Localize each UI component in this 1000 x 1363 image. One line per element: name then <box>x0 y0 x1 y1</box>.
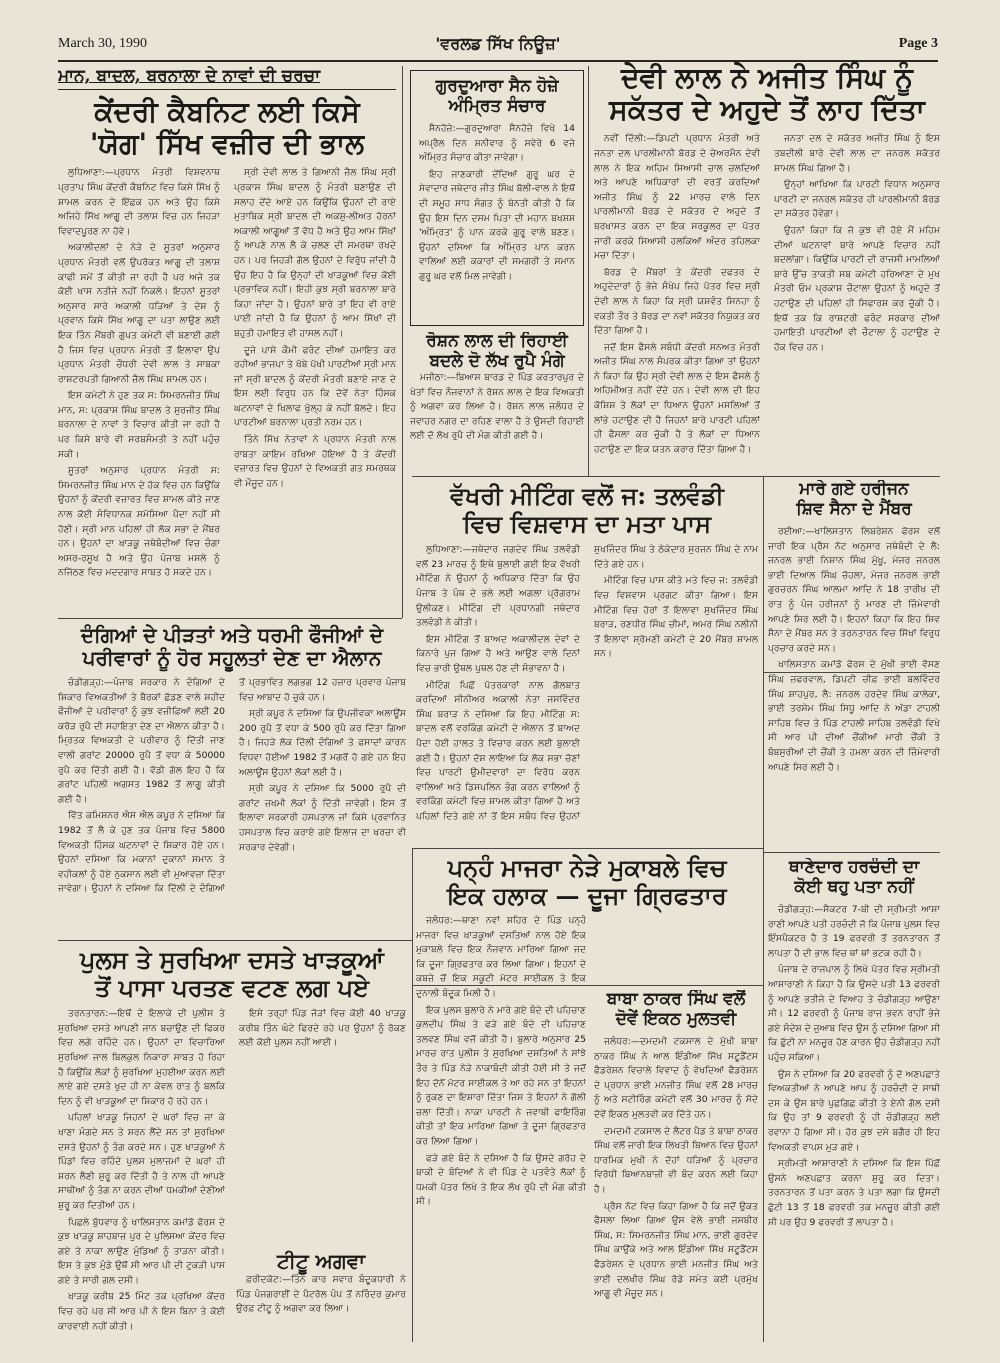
article-body <box>58 166 396 586</box>
paragraph: ਪੰਜਾਬ ਦੇ ਰਾਜਪਾਲ ਨੂੰ ਲਿਖੇ ਪੱਤਰ ਵਿਚ ਸ੍ਰੀਮਤੀ ਆਸ਼ਾਰਾਣੀ ਨੇ ਕਿਹਾ ਹੈ ਕਿ ਉਸਦੇ ਪਤੀ 13 ਫਰਵਰੀ ਨੂੰ ਆਪਣੇ ਭਤੀਜੇ ਦੇ ਵਿਆਹ ਤੇ ਚੰਡੀਗੜ੍ਹ ਆਉਣਾ ਸੀ। 12 ਫਰਵਰੀ ਨੂੰ ਪੰਜਾਬ ਰਾਜ ਭਵਨ ਰਾਹੀਂ ਭੇਜੇ ਗਏ ਸੰਦੇਸ਼ ਦੇ ਜੁਆਬ ਵਿਚ ਉਸ ਨੂੰ ਦਸਿਆ ਗਿਆ ਸੀ ਕਿ ਛੁੱਟੀ ਨਾ ਮਨਜ਼ੂਰ ਹੋਣ ਕਾਰਨ ਉਹ ਚੰਡੀਗੜ੍ਹ ਨਹੀਂ ਪਹੁੰਚ ਸਕਿਆ। <box>768 964 940 1064</box>
paragraph: ਫੜੇ ਗਏ ਬੰਦੇ ਨੇ ਦਸਿਆ ਹੈ ਕਿ ਉਸਦੇ ਗਰੋਹ ਦੇ ਬਾਕੀ ਦੇ ਬੰਦਿਆਂ ਨੇ ਵੀ ਪਿੰਡ ਦੇ ਪਤਵੰਤੇ ਲੋਕਾਂ ਨੂੰ ਧਮਕੀ ਪੱਤਰ ਲਿਖੇ ਤੇ ਇਕ ਲੱਖ ਰੁਪੈ ਦੀ ਮੰਗ ਕੀਤੀ ਸੀ। <box>416 1152 586 1208</box>
article-headline: ਟੀਟੂ ਅਗਵਾ <box>277 1250 365 1273</box>
paragraph: ਚੰਡੀਗੜ੍ਹ:—ਪੰਜਾਬ ਸਰਕਾਰ ਨੇ ਦੰਗਿਆਂ ਦੇ ਸ਼ਿਕਾਰ ਵਿਅਕਤੀਆਂ ਤੇ ਬੈਰਕਾਂ ਛੱਡਣ ਵਾਲੇ ਸ਼ਹੀਦ ਫੌਜੀਆਂ ਦੇ ਪਰੀਵਾਰਾਂ ਨੂੰ ਕੁਝ ਵਜ਼ੀਫ਼ਿਆਂ ਲਈ 20 ਕਰੋੜ ਰੁਪੈ ਦੀ ਸਹਾਇਤਾ ਦੇਣ ਦਾ ਐਲਾਨ ਕੀਤਾ ਹੈ। ਮ੍ਰਿਤਕ ਵਿਅਕਤੀ ਦੇ ਪਰੀਵਾਰ ਨੂੰ ਦਿੱਤੀ ਜਾਣ ਵਾਲੀ ਗਰਾਂਟ 20000 ਰੁਪੈ ਤੋਂ ਵਧਾ ਕੇ 50000 ਰੁਪੈ ਕਰ ਦਿੱਤੀ ਗਈ ਹੈ। ਵੱਡੀ ਗੱਲ ਇਹ ਹੈ ਕਿ ਗਰਾਂਟ ਪਹਿਲੀ ਅਗਸਤ 1982 ਤੋਂ ਲਾਗੂ ਕੀਤੀ ਗਈ ਹੈ। <box>58 677 225 805</box>
paragraph: ਮੀਟਿੰਗ ਪਿਛੋਂ ਪੱਤਰਕਾਰਾਂ ਨਾਲ ਗੱਲਬਾਤ ਕਰਦਿਆਂ ਸੀਨੀਅਰ ਅਕਾਲੀ ਨੇਤਾ ਜਸਵਿੰਦਰ ਸਿੰਘ ਬਰਾੜ ਨੇ ਦਸਿਆ ਕਿ ਇਹ ਮੀਟਿੰਗ ਸ: ਬਾਦਲ ਵਲੋਂ ਵਰਕਿੰਗ ਕਮੇਟੀ ਦੇ ਐਲਾਨ ਤੋਂ ਬਾਅਦ ਪੈਦਾ ਹੋਈ ਹਾਲਤ ਤੇ ਵਿਚਾਰ ਕਰਨ ਲਈ ਬੁਲਾਈ ਗਈ ਹੈ। ਉਹਨਾਂ ਦੋਸ਼ ਲਾਇਆ ਕਿ ਲੋਕ ਸਭਾ ਚੋਣਾਂ ਵਿਚ ਪਾਰਟੀ ਉਮੀਦਵਾਰਾਂ ਦਾ ਵਿਰੋਧ ਕਰਨ ਵਾਲਿਆਂ ਅਤੇ ਡਿਸਪਲਿਨ ਭੰਗ ਕਰਨ ਵਾਲਿਆਂ ਨੂੰ ਵਰਕਿੰਗ ਕਮੇਟੀ ਵਿਚ ਸ਼ਾਮਲ ਕੀਤਾ ਗਿਆ ਹੈ ਅਤੇ ਪਹਿਲਾਂ ਦਿਤੇ ਗਏ ਨਾਂ ਤੋਂ ਇਸ ਸਬੰਧ ਵਿਚ ਉਹਨਾਂ ਸੁਖਜਿੰਦਰ ਸਿੰਘ ਤੇ ਠੇਕੇਦਾਰ ਸੁਰਜਨ ਸਿੰਘ ਦੇ ਨਾਮ ਦਿੱਤੇ ਗਏ ਹਨ। <box>416 544 758 822</box>
article-panjmajra-body <box>416 914 586 1342</box>
article-headline: ਦੋਵੇਂ ਇਕਠ ਮੁਲਤਵੀ <box>615 1008 737 1029</box>
article-body <box>768 903 940 1329</box>
paragraph: ਚੰਡੀਗੜ੍ਹ:—ਸੈਕਟਰ 7-ਬੀ ਦੀ ਸ੍ਰੀਮਤੀ ਆਸ਼ਾ ਰਾਣੀ ਆਪਣੇ ਪਤੀ ਹਰਚੰਦੀ ਜੋ ਕਿ ਪੰਜਾਬ ਪੁਲਸ ਵਿਚ ਇੰਸਪੈਕਟਰ ਹੈ ਤੇ 19 ਫਰਵਰੀ ਤੋਂ ਤਰਨਤਾਰਨ ਤੋਂ ਲਾਪਤਾ ਹੈ ਦੀ ਭਾਲ ਵਿਚ ਥਾਂ ਥਾਂ ਭਟਕ ਰਹੀ ਹੈ। <box>768 904 940 959</box>
section-rule <box>763 852 940 853</box>
column-rule <box>402 66 403 618</box>
paragraph: ਪਿਛਲੇ ਬੁੱਧਵਾਰ ਨੂੰ ਖਾਲਿਸਤਾਨ ਕਮਾਂਡੋ ਫੋਰਸ ਦੇ ਕੁਝ ਖਾੜਕੂ ਸ਼ਾਹਬਾਜ਼ ਪੁਰ ਦੇ ਪੁਲਿਸਆ ਕੇਂਦਰ ਵਿਚ ਗਏ ਤੇ ਨਾਕਾ ਲਾਉਣ ਮੁੰਡਿਆਂ ਨੂੰ ਤਾੜਨਾ ਕੀਤੀ। ਇਸ ਤੇ ਕੁਝ ਮੁੰਡੇ ਉਥੋਂ ਸੀ ਆਰ ਪੀ ਦੀ ਟੁਕੜੀ ਪਾਸ ਗਏ ਤੇ ਸਾਰੀ ਗਲ ਦਸੀ। <box>58 1216 225 1286</box>
paragraph: ਇਸੇ ਤਰ੍ਹਾਂ ਪਿੰਡ ਜੋੜਾਂ ਵਿਚ ਕੋਈ 40 ਖਾੜਕੂ ਕਰੀਬ ਤਿੰਨ ਘੰਟੇ ਫਿਰਦੇ ਰਹੇ ਪਰ ਉਹਨਾਂ ਨੂੰ ਰੋਕਣ ਲਈ ਕੋਈ ਪੁਲਸ ਨਹੀਂ ਆਈ। <box>239 1008 406 1049</box>
article-body <box>594 132 940 462</box>
article-meeting <box>416 482 758 844</box>
article-body <box>410 371 584 461</box>
article-body <box>768 525 940 835</box>
paragraph: ਇਸ ਮੀਟਿੰਗ ਤੋਂ ਬਾਅਦ ਅਕਾਲੀਦਲ ਦੇਵਾਂ ਦੇ ਕਿਨਾਰੇ ਪੁਜ ਗਿਆ ਹੈ ਅਤੇ ਆਉਣ ਵਾਲੇ ਦਿਨਾਂ ਵਿਚ ਭਾਰੀ ਉਥਲ ਪੁਥਲ ਹੋਣ ਦੀ ਸੰਭਾਵਨਾ ਹੈ। <box>416 633 580 674</box>
paragraph: ਮਜੀਠਾ:—ਬਿਆਸ ਬਾਰਡ ਦੇ ਪਿੰਡ ਕਰਤਾਰਪੁਰ ਦੇ ਖੇਤਾਂ ਵਿਚ ਨੌਜਵਾਨਾਂ ਨੇ ਰੋਸ਼ਨ ਲਾਲ ਦੇ ਇਕ ਵਿਅਕਤੀ ਨੂੰ ਅਗਵਾ ਕਰ ਲਿਆ ਹੈ। ਰੋਸ਼ਨ ਲਾਲ ਜਲੰਧਰ ਦੇ ਜਵਾਹਰ ਨਗਰ ਦਾ ਰਹਿਣ ਵਾਲਾ ਹੈ ਤੇ ਉਸਦੀ ਰਿਹਾਈ ਲਈ ਦੋ ਲੱਖ ਰੁਪੈ ਦੀ ਮੰਗ ਕੀਤੀ ਗਈ ਹੈ। <box>410 372 584 442</box>
paragraph: ਫ਼ਰੀਦਕੋਟ:—ਤਿੰਨ ਕਾਰ ਸਵਾਰ ਬੰਦੂਕਧਾਰੀ ਨੇ ਪਿੰਡ ਪੰਜਗਰਾਈਂ ਦੇ ਪੈਟਰੋਲ ਪੰਪ ਤੋਂ ਨਰਿੰਦਰ ਕੁਮਾਰ ਉਰਫ਼ ਟੀਟੂ ਨੂੰ ਅਗਵਾ ਕਰ ਲਿਆ। <box>236 1274 406 1315</box>
paragraph: ਸ੍ਰੀ ਦੇਵੀ ਲਾਲ ਤੇ ਗਿਆਨੀ ਜ਼ੈਲ ਸਿੰਘ ਸ੍ਰੀ ਪ੍ਰਕਾਸ਼ ਸਿੰਘ ਬਾਦਲ ਨੂੰ ਮੰਤਰੀ ਬਣਾਉਣ ਦੀ ਸਲਾਹ ਦੇਂਦੇ ਆਏ ਹਨ ਕਿਉਂਕਿ ਉਹਨਾਂ ਦੀ ਰਾਏ ਮੁਤਾਬਿਕ ਸ੍ਰੀ ਬਾਦਲ ਦੀ ਅਕਸ਼ੁ-ਲੀਅਤ ਹੋਰਨਾਂ ਅਕਾਲੀ ਆਗੂਆਂ ਤੋਂ ਵੱਧ ਹੈ ਅਤੇ ਉਹ ਆਮ ਸਿੱਖਾਂ ਨੂੰ ਆਪਣੇ ਨਾਲ ਲੈ ਕੇ ਚਲਣ ਦੀ ਸਮਰਥਾ ਰਖਦੇ ਹਨ। ਪਰ ਜਿਹੜੀ ਗੱਲ ਉਹਨਾਂ ਦੇ ਵਿਰੁੱਧ ਜਾਂਦੀ ਹੈ ਉਹ ਇਹ ਹੈ ਕਿ ਉਨ੍ਹਾਂ ਦੀ ਖਾੜਕੂਆਂ ਵਿਚ ਕੋਈ ਪ੍ਰਭਾਵਿਕ ਨਹੀਂ। ਇਹੀ ਕੁਝ ਸ੍ਰੀ ਬਰਨਾਲਾ ਬਾਰੇ ਕਿਹਾ ਜਾਂਦਾ ਹੈ। ਉਹਨਾਂ ਬਾਰੇ ਤਾਂ ਇਹ ਵੀ ਰਾਏ ਪਾਈ ਜਾਂਦੀ ਹੈ ਕਿ ਉਹਨਾਂ ਨੂੰ ਆਮ ਸਿੱਖਾਂ ਦੀ ਬਹੁਤੀ ਹਮਾਇਤ ਵੀ ਹਾਸਲ ਨਹੀਂ। <box>234 167 396 339</box>
article-headline: ਮਾਰੇ ਗਏ ਹਰੀਜਨ <box>799 480 909 499</box>
article-headline: ਦੇਵੀ ਲਾਲ ਨੇ ਅਜੀਤ ਸਿੰਘ ਨੂੰ <box>620 62 913 94</box>
section-rule <box>58 618 402 619</box>
article-body <box>416 914 586 1342</box>
article-body <box>416 543 758 833</box>
article-headline: ਸ਼ਿਵ ਸੈਨਾ ਦੇ ਮੈਂਬਰ <box>796 498 912 519</box>
paragraph: ਅਕਾਲੀਦਲਾਂ ਦੇ ਨੇੜੇ ਦੇ ਸੂਤਰਾਂ ਅਨੁਸਾਰ ਪ੍ਰਧਾਨ ਮੰਤਰੀ ਵਲੋਂ ਉਪਰੋਕਤ ਆਗੂ ਦੀ ਤਲਾਸ਼ ਕਾਫੀ ਸਮੇਂ ਤੋਂ ਕੀਤੀ ਜਾ ਰਹੀ ਹੈ ਪਰ ਅਜੇ ਤਕ ਕੋਈ ਖਾਸ ਨਤੀਜੇ ਨਹੀਂ ਨਿਕਲੇ। ਇਹਨਾਂ ਸੂਤਰਾਂ ਅਨੁਸਾਰ ਸਾਰੇ ਅਕਾਲੀ ਧੜਿਆਂ ਤੇ ਦੇਸ਼ ਨੂੰ ਪ੍ਰਵਾਨ ਕਿਸੇ ਸਿੱਖ ਆਗੂ ਦਾ ਪਤਾ ਲਾਉਣ ਲਈ ਇਕ ਤਿੰਨ ਮੈਂਬਰੀ ਗੁਪਤ ਕਮੇਟੀ ਵੀ ਬਣਾਈ ਗਈ ਹੈ ਜਿਸ ਵਿਚ ਪ੍ਰਧਾਨ ਮੰਤਰੀ ਤੋਂ ਇਲਾਵਾ ਉਪ ਪ੍ਰਧਾਨ ਮੰਤਰੀ ਚੌਧਰੀ ਦੇਵੀ ਲਾਲ ਤੇ ਸਾਬਕਾ ਰਾਸ਼ਟਰਪਤੀ ਗਿਆਨੀ ਜ਼ੈਲ ਸਿੰਘ ਸ਼ਾਮਲ ਹਨ। <box>58 242 220 385</box>
article-headline: ਇਕ ਹਲਾਕ — ਦੂਜਾ ਗ੍ਰਿਫਤਾਰ <box>447 880 727 910</box>
article-thanedar <box>768 858 940 1342</box>
paragraph: ਲੁਧਿਆਣਾ:—ਜਥੇਦਾਰ ਜਗਦੇਵ ਸਿੰਘ ਤਲਵੰਡੀ ਵਲੋਂ 23 ਮਾਰਚ ਨੂੰ ਇਥੇ ਬੁਲਾਈ ਗਈ ਇਕ ਵੱਖਰੀ ਮੀਟਿੰਗ ਨੇ ਉਹਨਾਂ ਨੂੰ ਅਧਿਕਾਰ ਦਿੱਤਾ ਕਿ ਉਹ ਪੰਜਾਬ ਤੇ ਪੰਥ ਦੇ ਭਲੇ ਲਈ ਅਗਲਾ ਪ੍ਰੋਗਰਾਮ ਉਲੀਕਣ। ਮੀਟਿੰਗ ਦੀ ਪ੍ਰਧਾਨਗੀ ਜਥੇਦਾਰ ਤਲਵੰਡੀ ਨੇ ਕੀਤੀ। <box>416 544 580 629</box>
article-cabinet <box>58 66 396 614</box>
article-headline: ਕੋਈ ਥਹੁ ਪਤਾ ਨਹੀਂ <box>794 876 914 897</box>
article-riots <box>58 624 406 936</box>
paragraph: ਬੋਰਡ ਦੇ ਮੈਂਬਰਾਂ ਤੇ ਕੇਂਦਰੀ ਦਫਤਰ ਦੇ ਅਹੁਦੇਦਾਰਾਂ ਨੂੰ ਭੇਜੇ ਸੰਖੇਪ ਜਿਹੇ ਪੱਤਰ ਵਿਚ ਸ੍ਰੀ ਦੇਵੀ ਲਾਲ ਨੇ ਕਿਹਾ ਕਿ ਸ੍ਰੀ ਯਸ਼ਵੰਤ ਸਿਨਹਾ ਨੂੰ ਵਕਤੀ ਤੌਰ ਤੇ ਬੋਰਡ ਦਾ ਨਵਾਂ ਸਕੱਤਰ ਨਿਯੁਕਤ ਕਰ ਦਿੱਤਾ ਗਿਆ ਹੈ। <box>594 266 760 337</box>
article-harijan <box>768 480 940 848</box>
article-headline: 'ਯੋਗ' ਸਿੱਖ ਵਜ਼ੀਰ ਦੀ ਭਾਲ <box>89 127 365 161</box>
article-body <box>58 676 406 926</box>
paragraph: ਉਸ ਨੇ ਦਸਿਆ ਕਿ 20 ਫਰਵਰੀ ਨੂੰ ਦੋ ਅਣਪਛਾਤੇ ਵਿਅਕਤੀਆਂ ਨੇ ਆਪਣੇ ਆਪ ਨੂੰ ਹਰਚੰਦੀ ਦੇ ਸਾਥੀ ਦਸ ਕੇ ਉਸ ਬਾਰੇ ਪੁਛਗਿਛ ਕੀਤੀ ਤੇ ਏਨੀ ਗੱਲ ਦਸੀ ਕਿ ਉਹ ਤਾਂ 9 ਫਰਵਰੀ ਨੂੰ ਹੀ ਚੰਡੀਗੜ੍ਹ ਲਈ ਰਵਾਨਾ ਹੋ ਗਿਆ ਸੀ। ਹੋਰ ਕੁਝ ਦਸੇ ਬਗੈਰ ਹੀ ਇਹ ਵਿਅਕਤੀ ਵਾਪਸ ਮੁੜ ਗਏ। <box>768 1068 940 1153</box>
article-headline: ਕੇਂਦਰੀ ਕੈਬਨਿਟ ਲਈ ਕਿਸੇ <box>94 95 360 128</box>
article-titu <box>236 1250 406 1342</box>
paper-title: 'ਵਰਲਡ ਸਿੱਖ ਨਿਊਜ਼' <box>435 34 561 53</box>
section-rule <box>58 940 412 941</box>
article-headline: ਰੋਸ਼ਨ ਲਾਲ ਦੀ ਰਿਹਾਈ <box>426 332 568 351</box>
section-rule <box>412 848 763 849</box>
article-headline: ਤੋਂ ਪਾਸਾ ਪਰਤਣ ਵਟਣ ਲਗ ਪਏ <box>94 972 370 1002</box>
paragraph: ਤਿੰਨੇ ਸਿੱਖ ਨੇਤਾਵਾਂ ਨੇ ਪ੍ਰਧਾਨ ਮੰਤਰੀ ਨਾਲ ਰਾਬਤਾ ਕਾਇਮ ਰਖਿਆ ਹੋਇਆ ਹੈ ਤੇ ਕੇਂਦਰੀ ਵਜ਼ਾਰਤ ਵਿਚ ਉਹਨਾਂ ਦੇ ਵਿਅਕਤੀ ਗਤ ਸਮਰਥਕ ਵੀ ਮੌਜੂਦ ਹਨ। <box>234 434 396 489</box>
paragraph: ਪਹਿਲਾਂ ਖਾੜਕੂ ਜਿਹਨਾਂ ਦੇ ਘਰਾਂ ਵਿਚ ਜਾ ਕੇ ਖਾਣਾ ਮੰਗਦੇ ਸਨ ਤੇ ਸ਼ਰਨ ਲੈਂਦੇ ਸਨ ਤਾਂ ਸੁਰਖਿਆ ਦਸਤੇ ਉਹਨਾਂ ਨੂੰ ਤੰਗ ਕਰਦੇ ਸਨ। ਹੁਣ ਖਾੜਕੂਆਂ ਨੇ ਪਿੰਡਾਂ ਵਿਚ ਰਹਿੰਦੇ ਪੁਲਸ ਮੁਲਾਜ਼ਮਾਂ ਦੇ ਘਰਾਂ ਹੀ ਸ਼ਰਨ ਲੈਣੀ ਸ਼ੁਰੂ ਕਰ ਦਿੱਤੀ ਹੈ ਤੇ ਨਾਲ ਹੀ ਆਪਣੇ ਸਾਥੀਆਂ ਨੂੰ ਤੰਗ ਨਾ ਕਰਨ ਦੀਆਂ ਧਮਕੀਆਂ ਦੇਣੀਆਂ ਸ਼ੁਰੂ ਕਰ ਦਿਤੀਆਂ ਹਨ। <box>58 1112 225 1211</box>
article-headline: ਥਾਣੇਦਾਰ ਹਰਚੰਦੀ ਦਾ <box>788 858 920 877</box>
article-headline: ਦੰਗਿਆਂ ਦੇ ਪੀੜਤਾਂ ਅਤੇ ਧਰਮੀ ਫੌਜੀਆਂ ਦੇ <box>80 624 384 647</box>
article-body <box>419 122 575 300</box>
article-kicker: ਮਾਨ, ਬਾਦਲ, ਬਰਨਾਲਾ ਦੇ ਨਾਵਾਂ ਦੀ ਚਰਚਾ <box>58 66 396 90</box>
paragraph: ਰਈਆ:—ਖਾਲਿਸਤਾਨ ਲਿਬਰੇਸ਼ਨ ਫੋਰਸ ਵਲੋਂ ਜਾਰੀ ਇਕ ਪ੍ਰੈਸ ਨੋਟ ਅਨੁਸਾਰ ਜਥੇਬੰਦੀ ਦੇ ਲੈ: ਜਨਰਲ ਭਾਈ ਨਿਸ਼ਾਨ ਸਿੰਘ ਮੁੱਖੂ, ਮੇਜਰ ਜਨਰਲ ਭਾਈ ਦਿਆਲ ਸਿੰਘ ਚੋਹਲਾ, ਮੇਜਰ ਜਨਰਲ ਭਾਈ ਗੁਰਚਰਨ ਸਿੰਘ ਆਲਮਾ ਆਦਿ ਨੇ 18 ਤਾਰੀਖ ਦੀ ਰਾਤ ਨੂੰ ਪੰਜ ਹਰੀਜਨਾਂ ਨੂੰ ਮਾਰਣ ਦੀ ਜ਼ਿੰਮੇਵਾਰੀ ਆਪਣੇ ਸਿਰ ਲਈ ਹੈ। ਇਹਨਾਂ ਕਿਹਾ ਕਿ ਇਹ ਸ਼ਿਵ ਸੈਨਾ ਦੇ ਮੈਂਬਰ ਸਨ ਤੇ ਤਰਨਤਾਰਨ ਵਿਚ ਸਿੱਖਾਂ ਵਿਰੁਧ ਪ੍ਰਚਾਰ ਕਰਦੇ ਸਨ। <box>768 526 940 654</box>
article-body <box>594 1035 758 1331</box>
paragraph: ਜਲੰਧਰ:—ਥਾਣਾ ਨਵਾਂ ਸ਼ਹਿਰ ਦੇ ਪਿੰਡ ਪਨ੍ਹੰ ਮਾਜਰਾ ਵਿਚ ਖਾੜਕੂਆਂ ਦਸਤਿਆਂ ਨਾਲ ਹੋਏ ਇਕ ਮੁਕਾਬਲੇ ਵਿਚ ਇਕ ਨੌਜਵਾਨ ਮਾਰਿਆ ਗਿਆ ਜਦ ਕਿ ਦੂਜਾ ਗ੍ਰਿਫਤਾਰ ਕਰ ਲਿਆ ਗਿਆ। ਇਹਨਾਂ ਦੇ ਕਬਜ਼ੇ ਚੋਂ ਇਕ ਸਕੂਟੀ ਮੋਟਰ ਸਾਈਕਲ ਤੇ ਇਕ ਦੁਨਾਲੀ ਬੰਦੂਕ ਮਿਲੀ ਹੈ। <box>416 915 586 999</box>
article-devilal <box>594 62 940 472</box>
article-headline: ਪਰੀਵਾਰਾਂ ਨੂੰ ਹੋਰ ਸਹੂਲਤਾਂ ਦੇਣ ਦਾ ਐਲਾਨ <box>82 646 382 670</box>
masthead <box>58 32 938 62</box>
article-headline: ਗੁਰਦੁਆਰਾ ਸੈਨ ਹੋਜ਼ੇ <box>435 76 559 96</box>
section-rule <box>412 476 940 477</box>
paragraph: ਤਰਨਤਾਰਨ:—ਇਥੋਂ ਦੇ ਇਲਾਕੇ ਦੀ ਪੁਲੀਸ ਤੇ ਸੁਰਖਿਆ ਦਸਤੇ ਆਪਣੀ ਜਾਨ ਬਚਾਉਣ ਦੀ ਫਿਕਰ ਵਿਚ ਲਗੇ ਰਹਿੰਦੇ ਹਨ। ਉਹਨਾਂ ਦਾ ਵਿਚਾਰਿਆ ਸੁਰਖਿਆ ਜਾਲ ਬਿਲਕੁਲ ਨਿਕਾਰਾ ਸਾਬਤ ਹੋ ਰਿਹਾ ਹੈ ਕਿਉਂਕਿ ਲੋਕਾਂ ਨੂੰ ਸੁਰਖਿਆ ਮੁਹਈਆ ਕਰਨ ਲਈ ਲਾਏ ਗਏ ਦਸਤੇ ਖੁਦ ਹੀ ਨਾ ਕੇਵਲ ਰਾਤ ਨੂੰ ਬਲਕਿ ਦਿਨ ਨੂੰ ਵੀ ਖਾੜਕੂਆਂ ਦਾ ਸ਼ਿਕਾਰ ਹੋ ਰਹੇ ਹਨ। <box>58 1008 225 1107</box>
column-rule <box>763 476 764 1342</box>
paragraph: ਇਹ ਜਾਣਕਾਰੀ ਦੇਂਦਿਆਂ ਗੁਰੂ ਘਰ ਦੇ ਸੇਵਾਦਾਰ ਜਥੇਦਾਰ ਜੀਤ ਸਿੰਘ ਬੋਲੀ-ਵਾਲ ਨੇ ਇਥੋਂ ਦੀ ਸਮੂਹ ਸਾਧ ਸੰਗਤ ਨੂੰ ਬੇਨਤੀ ਕੀਤੀ ਹੈ ਕਿ ਉਹ ਇਸ ਦਿਨ ਦਸਮ ਪਿਤਾ ਦੀ ਮਹਾਨ ਬਖਸ਼ਸ਼ 'ਅੰਮ੍ਰਿਤ' ਨੂੰ ਪਾਨ ਕਰਕੇ ਗੁਰੂ ਵਾਲੇ ਬਣਣ। ਉਹਨਾਂ ਦਸਿਆ ਕਿ ਅੰਮ੍ਰਿਤ ਪਾਨ ਕਰਨ ਵਾਲਿਆਂ ਲਈ ਕਕਾਰਾਂ ਦੀ ਸਮਗਰੀ ਤੇ ਸਮਾਨ ਗੁਰੂ ਘਰ ਵਲੋਂ ਮਿਲ ਜਾਵੇਗੀ। <box>419 168 575 283</box>
paragraph: ਜਦੋਂ ਇਸ ਫੈਸਲੇ ਸਬੰਧੀ ਕੇਂਦਰੀ ਸਨਅਤ ਮੰਤਰੀ ਅਜੀਤ ਸਿੰਘ ਨਾਲ ਸੰਪਰਕ ਕੀਤਾ ਗਿਆ ਤਾਂ ਉਹਨਾਂ ਨੇ ਕਿਹਾ ਕਿ ਉਹ ਸ੍ਰੀ ਦੇਵੀ ਲਾਲ ਦੇ ਇਸ ਫੈਸਲੇ ਨੂੰ ਅਹਿਮੀਅਤ ਨਹੀਂ ਦੇਂਦੇ ਹਨ। ਦੇਵੀ ਲਾਲ ਦੀ ਇਹ ਕੋਸ਼ਿਸ਼ ਤੇ ਲੋਕਾਂ ਦਾ ਧਿਆਨ ਉਹਨਾਂ ਮਸਲਿਆਂ ਤੋਂ ਲਾਂਭੇ ਹਟਾਉਣ ਦੀ ਹੈ ਜਿਹਨਾਂ ਬਾਰੇ ਪਾਰਟੀ ਪਹਿਲਾਂ ਹੀ ਫੈਸਲਾ ਕਰ ਚੁੱਕੀ ਹੈ ਤੇ ਲੋਕਾਂ ਦਾ ਧਿਆਨ ਹਟਾਉਣ ਦਾ ਇਕ ਯਤਨ ਕਰਾਰ ਦਿੱਤਾ ਗਿਆ ਹੈ। <box>594 341 760 455</box>
article-body <box>236 1273 406 1337</box>
paragraph: ਵਿੱਤ ਕਮਿਸ਼ਨਰ ਐਸ ਐਲ ਕਪੂਰ ਨੇ ਦਸਿਆ ਕਿ 1982 ਤੋਂ ਲੈ ਕੇ ਹੁਣ ਤਕ ਪੰਜਾਬ ਵਿਚ 5800 ਵਿਅਕਤੀ ਹਿੰਸਕ ਘਟਨਾਵਾਂ ਦੇ ਸ਼ਿਕਾਰ ਹੋਏ ਹਨ। ਉਹਨਾਂ ਦਸਿਆ ਕਿ ਮਕਾਨਾਂ ਦੁਕਾਨਾਂ ਸਮਾਨ ਤੇ ਵਹੀਕਲਾਂ ਨੂੰ ਹੋਏ ਨੁਕਸਾਨ ਲਈ ਵੀ ਮੁਆਵਜ਼ਾ ਦਿੱਤਾ ਜਾਵੇਗਾ। ਉਹਨਾਂ ਨੇ ਦਸਿਆ ਕਿ ਦਿੱਲੀ ਦੇ ਦੰਗਿਆਂ ਤੋਂ ਪ੍ਰਭਾਵਿਤ ਲਗਭਗ 12 ਹਜ਼ਾਰ ਪ੍ਰਵਾਰ ਪੰਜਾਬ ਵਿਚ ਆਬਾਦ ਹੋ ਚੁਕੇ ਹਨ। <box>58 677 406 895</box>
paragraph: ਇਕ ਪੁਲਸ ਬੁਲਾਰੇ ਨੇ ਮਾਰੇ ਗਏ ਬੰਦੇ ਦੀ ਪਹਿਚਾਣ ਕੁਲਦੀਪ ਸਿੰਘ ਤੇ ਫੜੇ ਗਏ ਬੰਦੇ ਦੀ ਪਹਿਚਾਣ ਤਲਵਣ ਸਿੰਘ ਵਜੋਂ ਕੀਤੀ ਹੈ। ਬੁਲਾਰੇ ਅਨੁਸਾਰ 25 ਮਾਰਚ ਰਾਤ ਪੁਲੀਸ ਤੇ ਸੁਰਖਿਆ ਦਸਤਿਆਂ ਨੇ ਸਾਂਝੇ ਤੌਰ ਤੇ ਪਿੰਡ ਨੇੜੇ ਨਾਕਾਬੰਦੀ ਕੀਤੀ ਹੋਈ ਸੀ ਤੇ ਜਦੋਂ ਇਹ ਦੋਨੋਂ ਮੋਟਰ ਸਾਈਕਲ ਤੇ ਆ ਰਹੇ ਸਨ ਤਾਂ ਇਹਨਾਂ ਨੂੰ ਰੁਕਣ ਦਾ ਇਸ਼ਾਰਾ ਦਿੱਤਾ ਜਿਸ ਤੇ ਇਹਨਾਂ ਨੇ ਗੋਲੀ ਚਲਾ ਦਿੱਤੀ। ਨਾਕਾ ਪਾਰਟੀ ਨੇ ਜਵਾਬੀ ਫਾਇਰਿੰਗ ਕੀਤੀ ਤਾਂ ਇਕ ਮਾਰਿਆ ਗਿਆ ਤੇ ਦੂਜਾ ਗ੍ਰਿਫਤਾਰ ਕਰ ਲਿਆ ਗਿਆ। <box>416 1004 586 1147</box>
article-headline: ਪੁਲਸ ਤੇ ਸੁਰਖਿਆ ਦਸਤੇ ਖਾੜਕੂਆਂ <box>80 946 384 974</box>
article-babathakar <box>594 990 758 1342</box>
article-roshan <box>410 332 584 472</box>
paragraph: ਖਾੜਕੂ ਕਰੀਬ 25 ਮਿੰਟ ਤਕ ਪ੍ਰਖਿਆ ਕੇਂਦਰ ਵਿਚ ਰਹੇ ਪਰ ਸੀ ਆਰ ਪੀ ਨੇ ਇਸ ਬਿਨਾ ਤੇ ਕੋਈ ਕਾਰਵਾਈ ਨਹੀਂ ਕੀਤੀ। <box>58 1291 225 1332</box>
paragraph: ਸੂਤਰਾਂ ਅਨੁਸਾਰ ਪ੍ਰਧਾਨ ਮੰਤਰੀ ਸ: ਸਿਮਰਨਜੀਤ ਸਿੰਘ ਮਾਨ ਦੇ ਹੱਕ ਵਿਚ ਹਨ ਕਿਉਂਕਿ ਉਹਨਾਂ ਨੂੰ ਕੇਂਦਰੀ ਵਜ਼ਾਰਤ ਵਿਚ ਸ਼ਾਮਲ ਕੀਤੇ ਜਾਣ ਨਾਲ ਕੋਈ ਸੰਵਿਧਾਨਕ ਸਮੱਸਿਆ ਪੈਦਾ ਨਹੀਂ ਸੀ ਹੋਣੀ। ਸ੍ਰੀ ਮਾਨ ਪਹਿਲਾਂ ਹੀ ਲੋਕ ਸਭਾ ਦੇ ਮੈਂਬਰ ਹਨ। ਉਹਨਾਂ ਦਾ ਖਾੜਕੂ ਜਥੇਬੰਦੀਆਂ ਵਿਚ ਚੰਗਾ ਅਸਰ-ਰਸੂਖ ਹੈ ਅਤੇ ਉਹ ਪੰਜਾਬ ਮਸਲੇ ਨੂੰ ਨਜਿੱਠਣ ਵਿਚ ਮਦਦਗਾਰ ਸਾਬਤ ਹੋ ਸਕਦੇ ਹਨ। <box>58 465 220 579</box>
article-headline: ਵਿਚ ਵਿਸ਼ਵਾਸ ਦਾ ਮਤਾ ਪਾਸ <box>462 508 712 538</box>
paragraph: ਲੁਧਿਆਣਾ:—ਪ੍ਰਧਾਨ ਮੰਤਰੀ ਵਿਸ਼ਵਨਾਥ ਪ੍ਰਤਾਪ ਸਿੰਘ ਕੇਂਦਰੀ ਕੈਬਨਿਟ ਵਿਚ ਕਿਸੇ ਸਿੱਖ ਨੂੰ ਸ਼ਾਮਲ ਕਰਨ ਦੇ ਇੱਛਕ ਹਨ ਅਤੇ ਉਹ ਕਿਸੇ ਅਜਿਹੇ ਸਿੱਖ ਆਗੂ ਦੀ ਤਲਾਸ਼ ਵਿਚ ਹਨ ਜਿਹੜਾ ਵਿਵਾਦਪੂਰਣ ਨਾ ਹੋਵੇ। <box>58 167 220 237</box>
paragraph: ਸ੍ਰੀ ਕਪੂਰ ਨੇ ਦਸਿਆ ਕਿ 5000 ਰੁਪੈ ਦੀ ਗਰਾਂਟ ਜ਼ਖਮੀ ਲੋਕਾਂ ਨੂੰ ਦਿੱਤੀ ਜਾਵੇਗੀ। ਇਸ ਤੋਂ ਇਲਾਵਾ ਸਰਕਾਰੀ ਹਸਪਤਾਲ ਜਾਂ ਕਿਸੇ ਪ੍ਰਵਾਨਿਤ ਹਸਪਤਾਲ ਵਿਚ ਕਰਾਏ ਗਏ ਇਲਾਜ ਦਾ ਖਰਚਾ ਵੀ ਸਰਕਾਰ ਦੇਵੇਗੀ। <box>239 783 406 853</box>
paragraph: ਮੀਟਿੰਗ ਵਿਚ ਪਾਸ ਕੀਤੇ ਮਤੇ ਵਿਚ ਜ: ਤਲਵੰਡੀ ਵਿਚ ਵਿਸ਼ਵਾਸ ਪ੍ਰਗਟ ਕੀਤਾ ਗਿਆ। ਇਸ ਮੀਟਿੰਗ ਵਿਚ ਹੋਰਾਂ ਤੋਂ ਇਲਾਵਾ ਸੁਖਜਿੰਦਰ ਸਿੰਘ ਬਰਾੜ, ਰਣਧੀਰ ਸਿੰਘ ਚੀਮਾਂ, ਅਮਰ ਸਿੰਘ ਨਲੀਨੀ ਤੋਂ ਇਲਾਵਾ ਸ਼੍ਰੋਮਣੀ ਕਮੇਟੀ ਦੇ 20 ਮੈਂਬਰ ਸ਼ਾਮਲ ਸਨ। <box>594 575 758 660</box>
paragraph: ਇਸ ਕਮੇਟੀ ਨੇ ਹੁਣ ਤਕ ਸ: ਸਿਮਰਨਜੀਤ ਸਿੰਘ ਮਾਨ, ਸ: ਪ੍ਰਕਾਸ਼ ਸਿੰਘ ਬਾਦਲ ਤੇ ਸੁਰਜੀਤ ਸਿੰਘ ਬਰਨਾਲਾ ਦੇ ਨਾਵਾਂ ਤੇ ਵਿਚਾਰ ਕੀਤੀ ਜਾ ਰਹੀ ਹੈ ਪਰ ਕਿਸੇ ਬਾਰੇ ਵੀ ਸਰਬਸੰਮਤੀ ਤੇ ਨਹੀਂ ਪਹੁੰਚ ਸਕੀ। <box>58 390 220 460</box>
paragraph: ਪ੍ਰੈਸ ਨੋਟ ਵਿਚ ਕਿਹਾ ਗਿਆ ਹੈ ਕਿ ਜਦੋਂ ਉਕਤ ਫੈਸਲਾ ਲਿਆ ਗਿਆ ਉਸ ਵੇਲੇ ਭਾਈ ਜਸਬੀਰ ਸਿੰਘ, ਸ: ਸਿਮਰਨਜੀਤ ਸਿੰਘ ਮਾਨ, ਭਾਈ ਗੁਰਦੇਵ ਸਿੰਘ ਕਾਉਂਕੇ ਅਤੇ ਆਲ ਇੰਡੀਆ ਸਿੱਖ ਸਟੂਡੈਂਟਸ ਫੈਡਰੇਸ਼ਨ ਦੇ ਪ੍ਰਧਾਨ ਭਾਈ ਮਨਜੀਤ ਸਿੰਘ ਅਤੇ ਭਾਈ ਦਲਖੀਰ ਸਿੰਘ ਰੋਡੇ ਸਮੇਤ ਕਈ ਪ੍ਰਮੁੱਖ ਆਗੂ ਵੀ ਮੌਜੂਦ ਸਨ। <box>594 1200 758 1300</box>
paragraph: ਜਨਤਾ ਦਲ ਦੇ ਸਕੱਤਰ ਅਜੀਤ ਸਿੰਘ ਨੂੰ ਇਸ ਤਬਦੀਲੀ ਬਾਰੇ ਦੇਵੀ ਲਾਲ ਦਾ ਜਨਰਲ ਸਕੱਤਰ ਸ਼ਾਮਲ ਸਿੰਘ ਗਿਆ ਹੈ। <box>774 133 940 174</box>
paragraph: ਸੈਨਹੋਜ਼ੇ:—ਗੁਰਦੁਆਰਾ ਸੈਨਹੋਜ਼ੇ ਵਿਖੇ 14 ਅਪ੍ਰੈਲ ਦਿਨ ਸ਼ਨੀਵਾਰ ਨੂੰ ਸਵੇਰੇ 6 ਵਜੇ ਅੰਮ੍ਰਿਤ ਸੰਚਾਰ ਕੀਤਾ ਜਾਵੇਗਾ। <box>419 123 575 164</box>
article-headline: ਬਦਲੇ ਦੋ ਲੱਖ ਰੁਪੈ ਮੰਗੇ <box>429 350 565 371</box>
article-headline: ਬਾਬਾ ਠਾਕਰ ਸਿੰਘ ਵਲੋਂ <box>606 990 746 1009</box>
paragraph: ਜਲੰਧਰ:—ਦਮਦਮੀ ਟਕਸਾਲ ਦੇ ਮੁੱਖੀ ਬਾਬਾ ਠਾਕਰ ਸਿੰਘ ਨੇ ਆਲ ਇੰਡੀਆ ਸਿੱਖ ਸਟੂਡੈਂਟਸ ਫੈਡਰੇਸ਼ਨ ਵਿਚਾਲੇ ਵਿਵਾਦ ਨੂੰ ਵੇਖਦਿਆਂ ਫੈਡਰੇਸ਼ਨ ਦੇ ਪ੍ਰਧਾਨ ਭਾਈ ਮਨਜੀਤ ਸਿੰਘ ਵਲੋਂ 28 ਮਾਰਚ ਨੂੰ ਅਤੇ ਸਟੀਰਿੰਗ ਕਮੇਟੀ ਵਲੋਂ 30 ਮਾਰਚ ਨੂੰ ਸੱਦੇ ਦੋਵੇਂ ਇਕਠ ਮੁਲਤਵੀ ਕਰ ਦਿੱਤੇ ਹਨ। <box>594 1036 758 1121</box>
paragraph: ਸ੍ਰੀਮਤੀ ਆਸ਼ਾਰਾਣੀ ਨੇ ਦਸਿਆ ਕਿ ਇਸ ਪਿੱਛੋਂ ਉਸਨੇ ਅਣਪਛਾਤ ਕਰਨਾ ਸ਼ੁਰੂ ਕਰ ਦਿਤਾ। ਤਰਨਤਾਰਨ ਤੋਂ ਪਤਾ ਕਰਨ ਤੇ ਪਤਾ ਲਗਾ ਕਿ ਉਸਦੀ ਛੁੱਟੀ 13 ਤੋਂ 18 ਫਰਵਰੀ ਤਕ ਮਨਜ਼ੂਰ ਕੀਤੀ ਗਈ ਸੀ ਪਰ ਉਹ 9 ਫਰਵਰੀ ਤੋਂ ਲਾਪਤਾ ਹੈ। <box>768 1158 940 1228</box>
paragraph: ਖਾਲਿਸਤਾਨ ਕਮਾਂਡੋ ਫੋਰਸ ਦੇ ਮੁੱਖੀ ਭਾਈ ਵੱਸਣ ਸਿੰਘ ਜ਼ਫਰਵਾਲ, ਡਿਪਟੀ ਚੀਫ਼ ਭਾਈ ਬਲਵਿੰਦਰ ਸਿੰਘ ਸ਼ਾਹਪੁਰ, ਲੈ: ਜਨਰਲ ਹਰਦੇਵ ਸਿੰਘ ਕਾਲੇਕਾ, ਭਾਈ ਤਰਸੇਮ ਸਿੰਘ ਸਿਧੂ ਆਦਿ ਨੇ ਅੱਡਾ ਟਾਹਲੀ ਸਾਹਿਬ ਵਿਚ ਤੇ ਪਿੰਡ ਟਾਹਲੀ ਸਾਹਿਬ ਤਲਵੰਡੀ ਵਿਖੇ ਸੀ ਆਰ ਪੀ ਦੀਆਂ ਚੌਂਕੀਆਂ ਮਾਰੀ ਚੌਂਕੀ ਤੇ ਬੰਬਸੁਰੀਆਂ ਦੀ ਚੌਂਕੀ ਤੇ ਹਮਲਾ ਕਰਨ ਦੀ ਜ਼ਿੰਮੇਵਾਰੀ ਆਪਣੇ ਸਿਰ ਲਈ ਹੈ। <box>768 659 940 773</box>
article-headline: ਵੱਖਰੀ ਮੀਟਿੰਗ ਵਲੋਂ ਜ: ਤਲਵੰਡੀ <box>450 482 724 510</box>
paragraph: ਸ੍ਰੀ ਕਪੂਰ ਨੇ ਦਸਿਆ ਕਿ ਉਪਜੀਵਕਾ ਅਲਾਊਂਸ 200 ਰੁਪੈ ਤੋਂ ਵਧਾ ਕੇ 500 ਰੁਪੈ ਕਰ ਦਿੱਤਾ ਗਿਆ ਹੈ। ਜਿਹੜੇ ਲੋਕ ਦਿੱਲੀ ਦੰਗਿਆਂ ਤੇ ਫ਼ਸਾਦਾਂ ਕਾਰਨ ਵਿਧਵਾ ਹੋਈਆਂ 1982 ਤੋਂ ਮਗਰੋਂ ਹੋ ਗਏ ਹਨ ਇਹ ਅਲਾਊਂਸ ਉਹਨਾਂ ਲੋਕਾਂ ਲਈ ਹੈ। <box>239 708 406 778</box>
issue-date: March 30, 1990 <box>58 36 148 51</box>
paragraph: ਦੂਜੇ ਪਾਸੇ ਕੌਮੀ ਫਰੰਟ ਦੀਆਂ ਹਮਾਇਤ ਕਰ ਰਹੀਆਂ ਭਾਜਪਾ ਤੇ ਖੱਬੇ ਪੱਖੀ ਪਾਰਟੀਆਂ ਸ੍ਰੀ ਮਾਨ ਜਾਂ ਸ੍ਰੀ ਬਾਦਲ ਨੂੰ ਕੇਂਦਰੀ ਮੰਤਰੀ ਬਣਾਏ ਜਾਣ ਦੇ ਇਸ ਲਈ ਵਿਰੁਧ ਹਨ ਕਿ ਦੋਵੇਂ ਨੇਤਾ ਹਿੰਸਕ ਘਟਨਾਵਾਂ ਦੇ ਖਿਲਾਫ ਖੁੱਲ੍ਹ ਕੇ ਨਹੀਂ ਬੋਲਦੇ। ਇਹ ਪਾਰਟੀਆਂ ਬਰਨਾਲਾ ਪ੍ਰਤੀ ਨਰਮ ਹਨ। <box>234 344 396 429</box>
article-headline: ਪਨ੍ਹੰ ਮਾਜਰਾ ਨੇੜੇ ਮੁਕਾਬਲੇ ਵਿਚ <box>447 854 727 882</box>
paragraph: ਦਮਦਮੀ ਟਕਸਾਲ ਦੇ ਲੈਟਰ ਪੈਡ ਤੇ ਬਾਬਾ ਠਾਕਰ ਸਿੰਘ ਵਲੋਂ ਜਾਰੀ ਇਕ ਲਿਖਤੀ ਬਿਆਨ ਵਿਚ ਉਹਨਾਂ ਧਾਰਮਿਕ ਮੁਖੀ ਨੇ ਦੋਹਾਂ ਧੜਿਆਂ ਨੂੰ ਪ੍ਰਚਾਰ ਵਿਰੋਧੀ ਬਿਆਨਬਾਜ਼ੀ ਵੀ ਬੰਦ ਕਰਨ ਲਈ ਕਿਹਾ ਹੈ। <box>594 1125 758 1196</box>
column-rule <box>588 66 589 476</box>
article-headline: ਅੰਮ੍ਰਿਤ ਸੰਚਾਰ <box>448 95 546 116</box>
paragraph: ਉਨ੍ਹਾਂ ਆਖਿਆ ਕਿ ਪਾਰਟੀ ਵਿਧਾਨ ਅਨੁਸਾਰ ਪਾਰਟੀ ਦਾ ਜਨਰਲ ਸਕੱਤਰ ਹੀ ਪਾਰਲੀਮਾਨੀ ਬੋਰਡ ਦਾ ਸਕੱਤਰ ਹੋਵੇਗਾ। <box>774 179 940 220</box>
column-rule <box>412 848 413 1342</box>
paragraph: ਨਵੀਂ ਦਿੱਲੀ:—ਡਿਪਟੀ ਪ੍ਰਧਾਨ ਮੰਤਰੀ ਅਤੇ ਜਨਤਾ ਦਲ ਪਾਰਲੀਮਾਨੀ ਬੋਰਡ ਦੇ ਚੇਅਰਮੈਨ ਦੇਵੀ ਲਾਲ ਨੇ ਇਕ ਅਹਿਮ ਸਿਆਸੀ ਚਾਲ ਚਲਦਿਆਂ ਅਤੇ ਆਪਣੇ ਅਧਿਕਾਰਾਂ ਦੀ ਵਰਤੋਂ ਕਰਦਿਆਂ ਅਜੀਤ ਸਿੰਘ ਨੂੰ 22 ਮਾਰਚ ਵਾਲੇ ਦਿਨ ਪਾਰਲੀਮਾਨੀ ਬੋਰਡ ਦੇ ਸਕੱਤਰ ਦੇ ਅਹੁਦੇ ਤੋਂ ਬਰਖਾਸਤ ਕਰਨ ਦਾ ਇਕ ਸਰਕੂਲਰ ਦਾ ਪੱਤਰ ਜਾਰੀ ਕਰਕੇ ਸਿਆਸੀ ਹਲਕਿਆਂ ਅੰਦਰ ਤਹਿਲਕਾ ਮਚਾ ਦਿੱਤਾ। <box>594 133 760 262</box>
page-number: Page 3 <box>898 36 938 51</box>
paragraph: ਉਹਨਾਂ ਕਿਹਾ ਕਿ ਜੋ ਕੁਝ ਵੀ ਹੋਏ ਮੈਂ ਮਹਿਮ ਦੀਆਂ ਘਟਨਾਵਾਂ ਬਾਰੇ ਆਪਣੇ ਵਿਚਾਰ ਨਹੀਂ ਬਦਲਾਂਗਾ। ਕਿਉਂਕਿ ਪਾਰਟੀ ਦੀ ਰਾਜਸੀ ਮਾਮਲਿਆਂ ਬਾਰੇ ਉੱਚ ਤਾਕਤੀ ਸਬ ਕਮੇਟੀ ਹਰਿਆਣਾ ਦੇ ਮੁਖ ਮੰਤਰੀ ਓਮ ਪ੍ਰਕਾਸ਼ ਚੌਟਾਲਾ ਉਹਨਾਂ ਨੂੰ ਅਹੁਦੇ ਤੋਂ ਹਟਾਉਣ ਦੀ ਪਹਿਲਾਂ ਹੀ ਸਿਫਾਰਸ਼ ਕਰ ਚੁੱਕੀ ਹੈ। ਇਥੋਂ ਤਕ ਕਿ ਰਾਸ਼ਟਰੀ ਫਰੰਟ ਸਰਕਾਰ ਦੀਆਂ ਹਮਾਇਤੀ ਪਾਰਟੀਆਂ ਵੀ ਚੌਟਾਲਾ ਨੂੰ ਹਟਾਉਣ ਦੇ ਹੱਕ ਵਿਚ ਹਨ। <box>774 224 940 353</box>
article-gurdwara <box>410 70 584 326</box>
article-headline: ਸਕੱਤਰ ਦੇ ਅਹੁਦੇ ਤੋਂ ਲਾਹ ਦਿੱਤਾ <box>609 93 925 127</box>
